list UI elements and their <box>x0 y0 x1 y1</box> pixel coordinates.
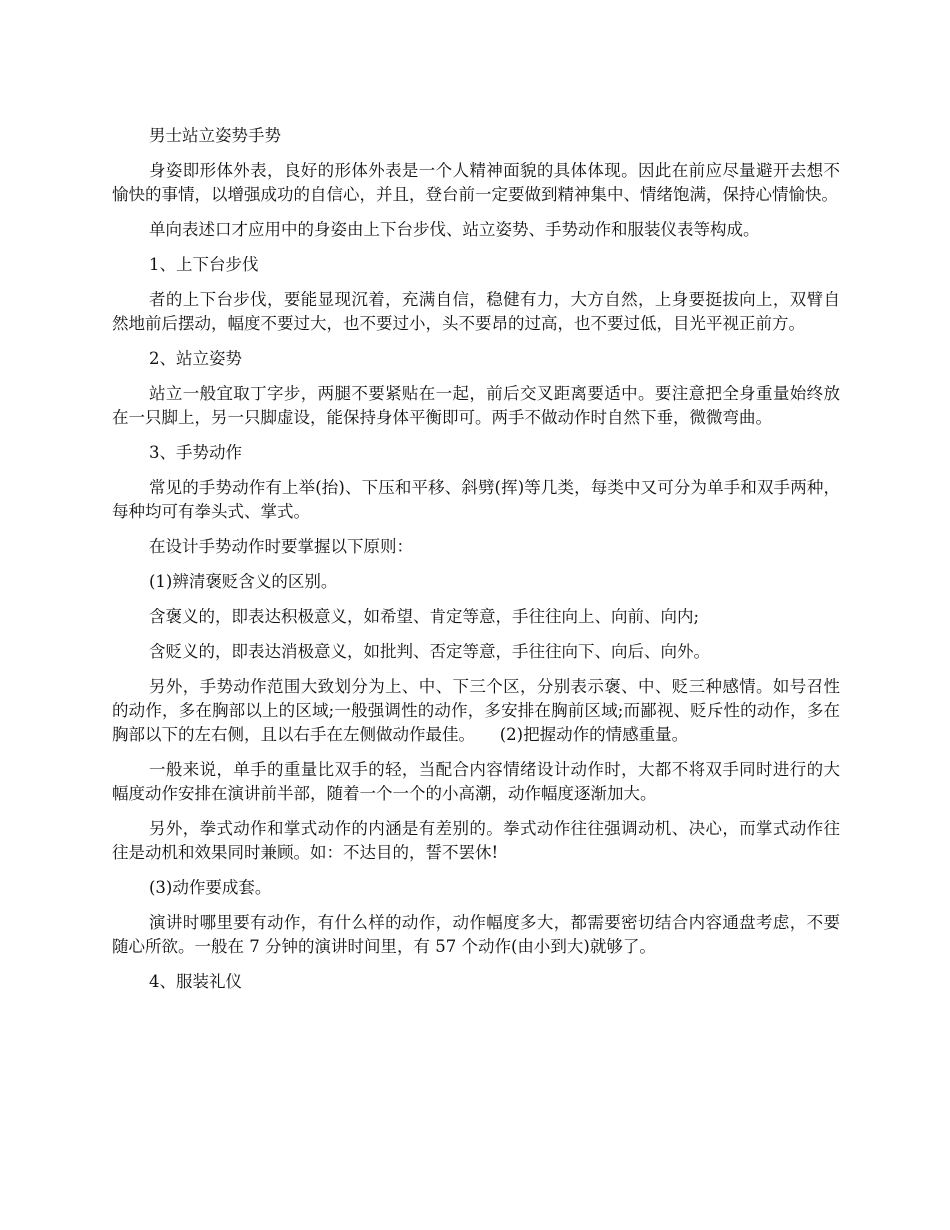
paragraph: 一般来说，单手的重量比双手的轻，当配合内容情绪设计动作时，大都不将双手同时进行的大幅度动作安排在演讲前半部，随着一个一个的小高潮，动作幅度逐渐加大。 <box>112 760 840 803</box>
paragraph: 含贬义的，即表达消极意义，如批判、否定等意，手往往向下、向后、向外。 <box>149 642 710 661</box>
paragraph: 另外，手势动作范围大致划分为上、中、下三个区，分别表示褒、中、贬三种感情。如号召性的动作，多在胸部以上的区域;一般强调性的动作，多安排在胸前区域;而鄙视、贬斥性的动作，多在胸部以下的左右侧，且以右手在左侧做动作最佳。 (2)把握动作的情感重量。 <box>112 677 840 744</box>
paragraph: 另外，拳式动作和掌式动作的内涵是有差别的。拳式动作往往强调动机、决心，而掌式动作往往是动机和效果同时兼顾。如：不达目的，誓不罢休! <box>112 819 840 862</box>
document-title: 男士站立姿势手势 <box>149 126 281 145</box>
paragraph: 含褒义的，即表达积极意义，如希望、肯定等意，手往往向上、向前、向内; <box>149 607 700 626</box>
paragraph: 单向表述口才应用中的身姿由上下台步伐、站立姿势、手势动作和服装仪表等构成。 <box>149 220 760 239</box>
section-heading: 2、站立姿势 <box>149 349 242 368</box>
section-heading: 3、手势动作 <box>149 443 242 462</box>
section-heading: 1、上下台步伐 <box>149 255 259 274</box>
paragraph: 常见的手势动作有上举(抬)、下压和平移、斜劈(挥)等几类，每类中又可分为单手和双手两种，每种均可有拳头式、掌式。 <box>112 478 840 521</box>
sub-heading: (1)辨清褒贬含义的区别。 <box>149 572 338 591</box>
paragraph: 在设计手势动作时要掌握以下原则： <box>149 537 413 556</box>
section-heading: 4、服装礼仪 <box>149 972 242 991</box>
paragraph: 身姿即形体外表，良好的形体外表是一个人精神面貌的具体体现。因此在前应尽量避开去想不愉快的事情，以增强成功的自信心，并且，登台前一定要做到精神集中、情绪饱满，保持心情愉快。 <box>112 161 840 204</box>
paragraph: 者的上下台步伐，要能显现沉着，充满自信，稳健有力，大方自然，上身要挺拔向上，双臂自然地前后摆动，幅度不要过大，也不要过小，头不要昂的过高，也不要过低，目光平视正前方。 <box>112 290 840 333</box>
sub-heading: (3)动作要成套。 <box>149 878 272 897</box>
paragraph: 演讲时哪里要有动作，有什么样的动作，动作幅度多大，都需要密切结合内容通盘考虑，不要随心所欲。一般在 7 分钟的演讲时间里，有 57 个动作(由小到大)就够了。 <box>112 913 840 956</box>
document-page <box>112 124 840 1005</box>
paragraph: 站立一般宜取丁字步，两腿不要紧贴在一起，前后交叉距离要适中。要注意把全身重量始终放在一只脚上，另一只脚虚设，能保持身体平衡即可。两手不做动作时自然下垂，微微弯曲。 <box>112 384 840 427</box>
